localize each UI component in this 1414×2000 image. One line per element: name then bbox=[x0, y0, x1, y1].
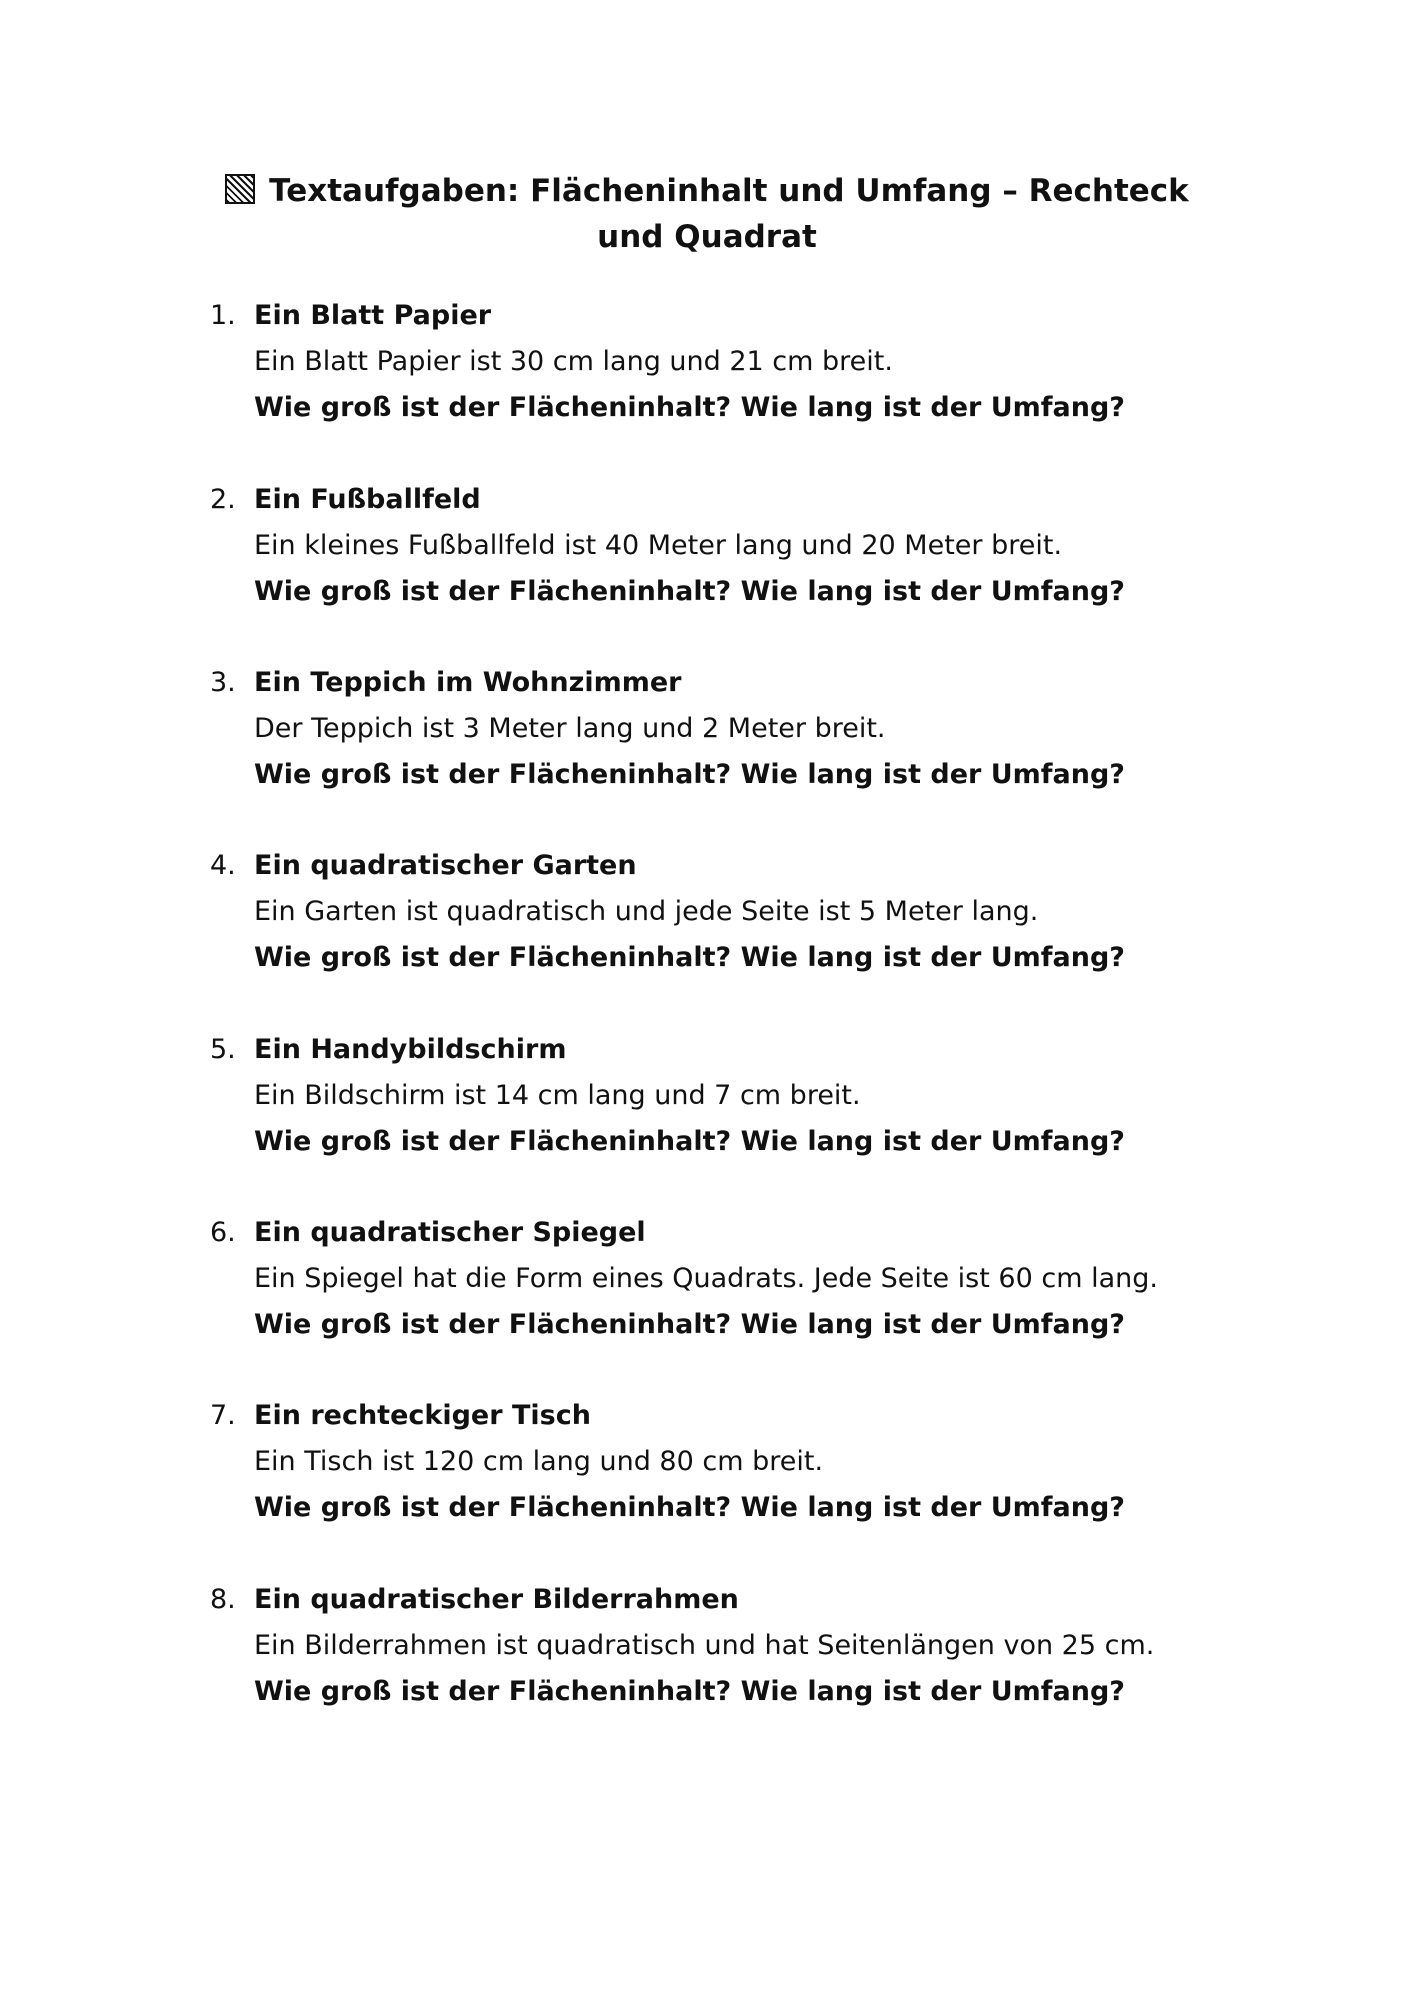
task-heading: Ein Teppich im Wohnzimmer bbox=[254, 667, 682, 698]
task-text: Ein Garten ist quadratisch und jede Seite ist 5 Meter lang. bbox=[254, 896, 1039, 927]
task-body bbox=[254, 1577, 1210, 1715]
task-heading: Ein quadratischer Bilderrahmen bbox=[254, 1584, 739, 1615]
task-text: Ein Bilderrahmen ist quadratisch und hat Seitenlängen von 25 cm. bbox=[254, 1630, 1155, 1661]
task-question: Wie groß ist der Flächeninhalt? Wie lang ist der Umfang? bbox=[254, 759, 1125, 790]
task-body bbox=[254, 660, 1210, 798]
task-number: 4. bbox=[210, 850, 236, 881]
task-item bbox=[210, 477, 1210, 615]
task-number: 8. bbox=[210, 1584, 236, 1615]
task-text: Ein kleines Fußballfeld ist 40 Meter lang und 20 Meter breit. bbox=[254, 530, 1063, 561]
task-body bbox=[254, 293, 1210, 431]
task-question: Wie groß ist der Flächeninhalt? Wie lang ist der Umfang? bbox=[254, 576, 1125, 607]
task-heading: Ein quadratischer Garten bbox=[254, 850, 637, 881]
task-number: 6. bbox=[210, 1217, 236, 1248]
task-body bbox=[254, 843, 1210, 981]
task-item bbox=[210, 1393, 1210, 1531]
task-heading: Ein Fußballfeld bbox=[254, 484, 481, 515]
task-body bbox=[254, 477, 1210, 615]
task-question: Wie groß ist der Flächeninhalt? Wie lang ist der Umfang? bbox=[254, 1126, 1125, 1157]
task-text: Ein Blatt Papier ist 30 cm lang und 21 cm breit. bbox=[254, 346, 893, 377]
task-question: Wie groß ist der Flächeninhalt? Wie lang ist der Umfang? bbox=[254, 1492, 1125, 1523]
task-heading: Ein Blatt Papier bbox=[254, 300, 492, 331]
page-title bbox=[200, 168, 1214, 260]
task-text: Der Teppich ist 3 Meter lang und 2 Meter breit. bbox=[254, 713, 886, 744]
task-question: Wie groß ist der Flächeninhalt? Wie lang ist der Umfang? bbox=[254, 942, 1125, 973]
page-title-text: Textaufgaben: Flächeninhalt und Umfang – Rechteck und Quadrat bbox=[269, 173, 1189, 255]
task-item bbox=[210, 843, 1210, 981]
task-text: Ein Bildschirm ist 14 cm lang und 7 cm breit. bbox=[254, 1080, 861, 1111]
task-number: 7. bbox=[210, 1400, 236, 1431]
task-question: Wie groß ist der Flächeninhalt? Wie lang ist der Umfang? bbox=[254, 392, 1125, 423]
task-heading: Ein Handybildschirm bbox=[254, 1034, 567, 1065]
task-question: Wie groß ist der Flächeninhalt? Wie lang ist der Umfang? bbox=[254, 1676, 1125, 1707]
task-number: 2. bbox=[210, 484, 236, 515]
task-heading: Ein rechteckiger Tisch bbox=[254, 1400, 591, 1431]
task-text: Ein Spiegel hat die Form eines Quadrats. Jede Seite ist 60 cm lang. bbox=[254, 1263, 1158, 1294]
task-body bbox=[254, 1027, 1210, 1165]
task-item bbox=[210, 1210, 1210, 1348]
task-item bbox=[210, 1027, 1210, 1165]
task-item bbox=[210, 1577, 1210, 1715]
task-item bbox=[210, 293, 1210, 431]
task-body bbox=[254, 1393, 1210, 1531]
task-number: 5. bbox=[210, 1034, 236, 1065]
task-number: 1. bbox=[210, 300, 236, 331]
task-body bbox=[254, 1210, 1210, 1348]
task-text: Ein Tisch ist 120 cm lang und 80 cm breit. bbox=[254, 1446, 824, 1477]
task-heading: Ein quadratischer Spiegel bbox=[254, 1217, 646, 1248]
task-question: Wie groß ist der Flächeninhalt? Wie lang ist der Umfang? bbox=[254, 1309, 1125, 1340]
task-number: 3. bbox=[210, 667, 236, 698]
task-item bbox=[210, 660, 1210, 798]
hatched-square-icon bbox=[225, 174, 255, 204]
